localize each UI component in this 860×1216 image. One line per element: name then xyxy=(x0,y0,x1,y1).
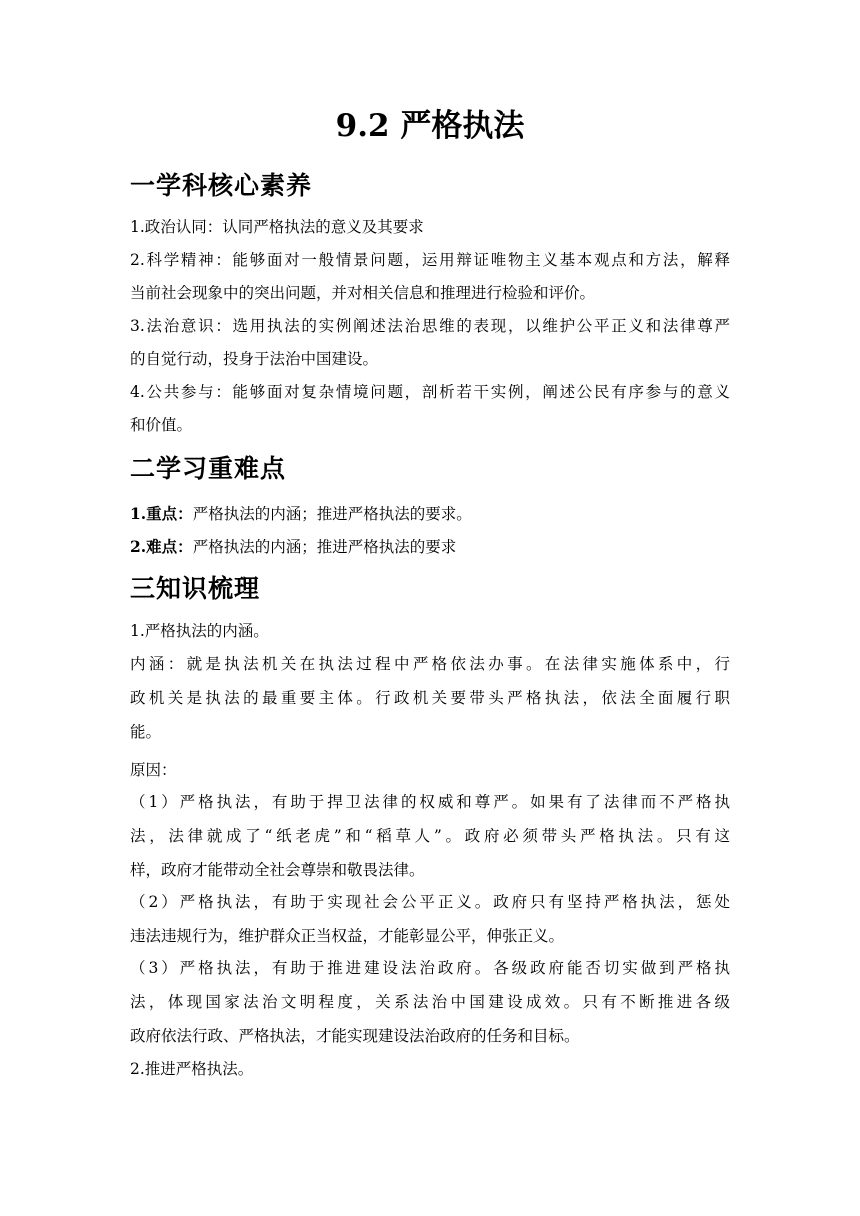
paragraph-line: 当前社会现象中的突出问题，并对相关信息和推理进行检验和评价。 xyxy=(130,284,596,302)
section-heading-key-points: 二学习重难点 xyxy=(130,454,287,483)
paragraph-line: 1.政治认同：认同严格执法的意义及其要求 xyxy=(130,218,424,236)
paragraph-line: 政府依法行政、严格执法，才能实现建设法治政府的任务和目标。 xyxy=(130,1027,580,1045)
paragraph-line: （2）严格执法，有助于实现社会公平正义。政府只有坚持严格执法，惩处 xyxy=(130,893,730,911)
paragraph-line: 内涵：就是执法机关在执法过程中严格依法办事。在法律实施体系中，行 xyxy=(130,655,730,673)
section-heading-core-literacy: 一学科核心素养 xyxy=(130,171,313,200)
difficulty-label: 2.难点： xyxy=(130,537,193,556)
paragraph-line: 样，政府才能带动全社会尊崇和敬畏法律。 xyxy=(130,861,425,879)
paragraph-line: 能。 xyxy=(130,723,162,741)
paragraph-line: 2.科学精神：能够面对一般情景问题，运用辩证唯物主义基本观点和方法，解释 xyxy=(130,251,730,269)
paragraph-line: 政机关是执法的最重要主体。行政机关要带头严格执法，依法全面履行职 xyxy=(130,689,730,707)
paragraph-line: 2.推进严格执法。 xyxy=(130,1060,254,1078)
paragraph-line: 原因： xyxy=(130,761,177,779)
paragraph-line: 法，体现国家法治文明程度，关系法治中国建设成效。只有不断推进各级 xyxy=(130,993,730,1011)
key-point-line xyxy=(130,497,730,531)
section-heading-knowledge: 三知识梳理 xyxy=(130,574,261,603)
key-point-label: 1.重点： xyxy=(130,504,193,523)
paragraph-line: 和价值。 xyxy=(130,416,193,434)
document-title: 9.2 严格执法 xyxy=(335,108,525,144)
paragraph-line: 4.公共参与：能够面对复杂情境问题，剖析若干实例，阐述公民有序参与的意义 xyxy=(130,383,730,401)
difficulty-line xyxy=(130,530,730,564)
difficulty-text: 严格执法的内涵；推进严格执法的要求 xyxy=(192,538,457,556)
key-point-text: 严格执法的内涵；推进严格执法的要求。 xyxy=(192,505,472,523)
paragraph-line: （3）严格执法，有助于推进建设法治政府。各级政府能否切实做到严格执 xyxy=(130,959,730,977)
paragraph-line: 的自觉行动，投身于法治中国建设。 xyxy=(130,350,379,368)
paragraph-line: （1）严格执法，有助于捍卫法律的权威和尊严。如果有了法律而不严格执 xyxy=(130,793,730,811)
paragraph-line: 法，法律就成了“纸老虎”和“稻草人”。政府必须带头严格执法。只有这 xyxy=(130,827,730,845)
paragraph-line: 3.法治意识：选用执法的实例阐述法治思维的表现，以维护公平正义和法律尊严 xyxy=(130,317,730,335)
paragraph-line: 1.严格执法的内涵。 xyxy=(130,622,269,640)
paragraph-line: 违法违规行为，维护群众正当权益，才能彰显公平，伸张正义。 xyxy=(130,927,565,945)
